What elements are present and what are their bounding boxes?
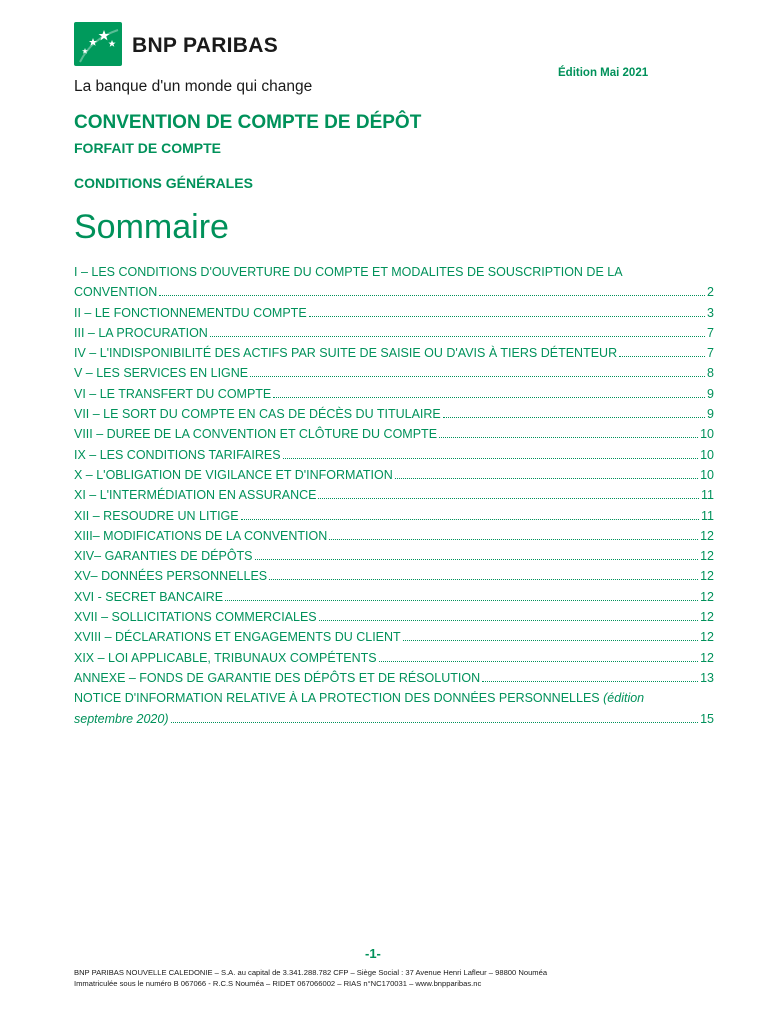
toc-entry-first-line2[interactable]	[74, 285, 714, 305]
toc-dot-leader	[250, 376, 705, 377]
toc-label: XIX – LOI APPLICABLE, TRIBUNAUX COMPÉTENTS	[74, 650, 377, 665]
toc-label: XV– DONNÉES PERSONNELLES	[74, 569, 268, 584]
toc-label: ANNEXE – FONDS DE GARANTIE DES DÉPÔTS ET DE RÉSOLUTION	[74, 670, 481, 685]
toc-page-number: 7	[707, 325, 714, 340]
toc-entry[interactable]	[74, 448, 714, 468]
toc-entry-last-line1[interactable]	[74, 691, 714, 711]
toc-entry[interactable]	[74, 590, 714, 610]
toc-label: III – LA PROCURATION	[74, 325, 208, 340]
toc-page-number: 13	[700, 670, 714, 685]
toc-entry[interactable]	[74, 671, 714, 691]
toc-entry[interactable]	[74, 549, 714, 569]
toc-dot-leader	[255, 559, 699, 560]
edition-date: Édition Mai 2021	[558, 67, 649, 79]
toc-entry[interactable]	[74, 630, 714, 650]
document-subtitle: FORFAIT DE COMPTE	[74, 140, 221, 156]
toc-dot-leader	[395, 478, 698, 479]
toc-entry[interactable]	[74, 387, 714, 407]
footer-legal	[74, 967, 547, 989]
page-number: -1-	[365, 946, 381, 961]
toc-label: VI – LE TRANSFERT DU COMPTE	[74, 386, 272, 401]
table-of-contents	[74, 265, 714, 732]
toc-dot-leader	[319, 620, 698, 621]
toc-label: XIV– GARANTIES DE DÉPÔTS	[74, 549, 253, 564]
toc-dot-leader	[210, 336, 705, 337]
toc-page-number: 12	[700, 549, 714, 564]
toc-page-number: 12	[700, 589, 714, 604]
toc-label: XI – L'INTERMÉDIATION EN ASSURANCE	[74, 488, 317, 503]
bnp-paribas-logo	[74, 22, 374, 102]
toc-label: XVII – SOLLICITATIONS COMMERCIALES	[74, 610, 317, 625]
toc-page-number: 12	[700, 610, 714, 625]
document-title: CONVENTION DE COMPTE DE DÉPÔT	[74, 112, 422, 133]
toc-label: IX – LES CONDITIONS TARIFAIRES	[74, 447, 281, 462]
stars-logo-icon	[74, 22, 122, 66]
toc-page-number: 7	[707, 346, 714, 361]
toc-dot-leader	[318, 498, 699, 499]
toc-entry[interactable]	[74, 529, 714, 549]
toc-label: CONVENTION	[74, 285, 158, 300]
toc-dot-leader	[619, 356, 705, 357]
toc-label: VIII – DUREE DE LA CONVENTION ET CLÔTURE DU COMPTE	[74, 427, 438, 442]
toc-page-number: 12	[700, 569, 714, 584]
footer-line-2: Immatriculée sous le numéro B 067066 - R.C.S Nouméa – RIDET 067066002 – RIAS n°NC170031 – www.bnpparibas.nc	[74, 979, 482, 988]
toc-page-number: 12	[700, 630, 714, 645]
toc-entry[interactable]	[74, 651, 714, 671]
toc-label: XVIII – DÉCLARATIONS ET ENGAGEMENTS DU CLIENT	[74, 630, 401, 645]
toc-label-italic: (édition	[603, 691, 645, 706]
toc-dot-leader	[171, 722, 699, 723]
toc-dot-leader	[379, 661, 698, 662]
toc-label: XIII– MODIFICATIONS DE LA CONVENTION	[74, 528, 328, 543]
toc-entry[interactable]	[74, 306, 714, 326]
toc-label: NOTICE D'INFORMATION RELATIVE À LA PROTECTION DES DONNÉES PERSONNELLES	[74, 691, 600, 706]
toc-entry[interactable]	[74, 366, 714, 386]
toc-dot-leader	[273, 397, 705, 398]
toc-dot-leader	[439, 437, 698, 438]
toc-page-number: 3	[707, 305, 714, 320]
toc-entry-last-line2[interactable]	[74, 712, 714, 732]
toc-label: V – LES SERVICES EN LIGNE	[74, 366, 249, 381]
toc-dot-leader	[241, 519, 699, 520]
toc-entry[interactable]	[74, 468, 714, 488]
toc-label: XVI - SECRET BANCAIRE	[74, 589, 224, 604]
brand-tagline: La banque d'un monde qui change	[74, 78, 313, 95]
toc-entry[interactable]	[74, 346, 714, 366]
toc-dot-leader	[283, 458, 699, 459]
toc-dot-leader	[482, 681, 698, 682]
toc-dot-leader	[269, 579, 698, 580]
toc-entry[interactable]	[74, 610, 714, 630]
toc-page-number: 10	[700, 467, 714, 482]
toc-dot-leader	[225, 600, 698, 601]
toc-page-number: 2	[707, 285, 714, 300]
toc-entry[interactable]	[74, 326, 714, 346]
toc-entry[interactable]	[74, 509, 714, 529]
footer-line-1: BNP PARIBAS NOUVELLE CALEDONIE – S.A. au capital de 3.341.288.782 CFP – Siège Social : 37 Avenue Henri Lafleur – 98800 Nouméa	[74, 968, 548, 977]
toc-label: XII – RESOUDRE UN LITIGE	[74, 508, 239, 523]
toc-dot-leader	[329, 539, 698, 540]
toc-page-number: 15	[700, 711, 714, 726]
toc-page-number: 11	[701, 488, 714, 503]
toc-dot-leader	[159, 295, 705, 296]
toc-entry-first-line1[interactable]: I – LES CONDITIONS D'OUVERTURE DU COMPTE ET MODALITES DE SOUSCRIPTION DE LA	[74, 265, 623, 279]
toc-label-italic: septembre 2020)	[74, 711, 169, 726]
toc-label: X – L'OBLIGATION DE VIGILANCE ET D'INFORMATION	[74, 467, 393, 482]
toc-page-number: 8	[707, 366, 714, 381]
toc-page-number: 9	[707, 386, 714, 401]
toc-dot-leader	[309, 316, 705, 317]
toc-label: VII – LE SORT DU COMPTE EN CAS DE DÉCÈS DU TITULAIRE	[74, 407, 441, 422]
toc-page-number: 9	[707, 407, 714, 422]
toc-page-number: 10	[700, 447, 714, 462]
toc-page-number: 12	[700, 528, 714, 543]
toc-entry[interactable]	[74, 427, 714, 447]
toc-entry[interactable]	[74, 407, 714, 427]
toc-label: IV – L'INDISPONIBILITÉ DES ACTIFS PAR SUITE DE SAISIE OU D'AVIS À TIERS DÉTENTEUR	[74, 346, 618, 361]
toc-dot-leader	[443, 417, 705, 418]
toc-page-number: 10	[700, 427, 714, 442]
toc-entry[interactable]	[74, 569, 714, 589]
toc-page-number: 11	[701, 508, 714, 523]
toc-page-number: 12	[700, 650, 714, 665]
conditions-heading: CONDITIONS GÉNÉRALES	[74, 175, 253, 191]
toc-dot-leader	[403, 640, 698, 641]
brand-name: BNP PARIBAS	[132, 34, 279, 57]
sommaire-heading: Sommaire	[74, 208, 229, 246]
toc-entry[interactable]	[74, 488, 714, 508]
toc-label: II – LE FONCTIONNEMENTDU COMPTE	[74, 305, 307, 320]
